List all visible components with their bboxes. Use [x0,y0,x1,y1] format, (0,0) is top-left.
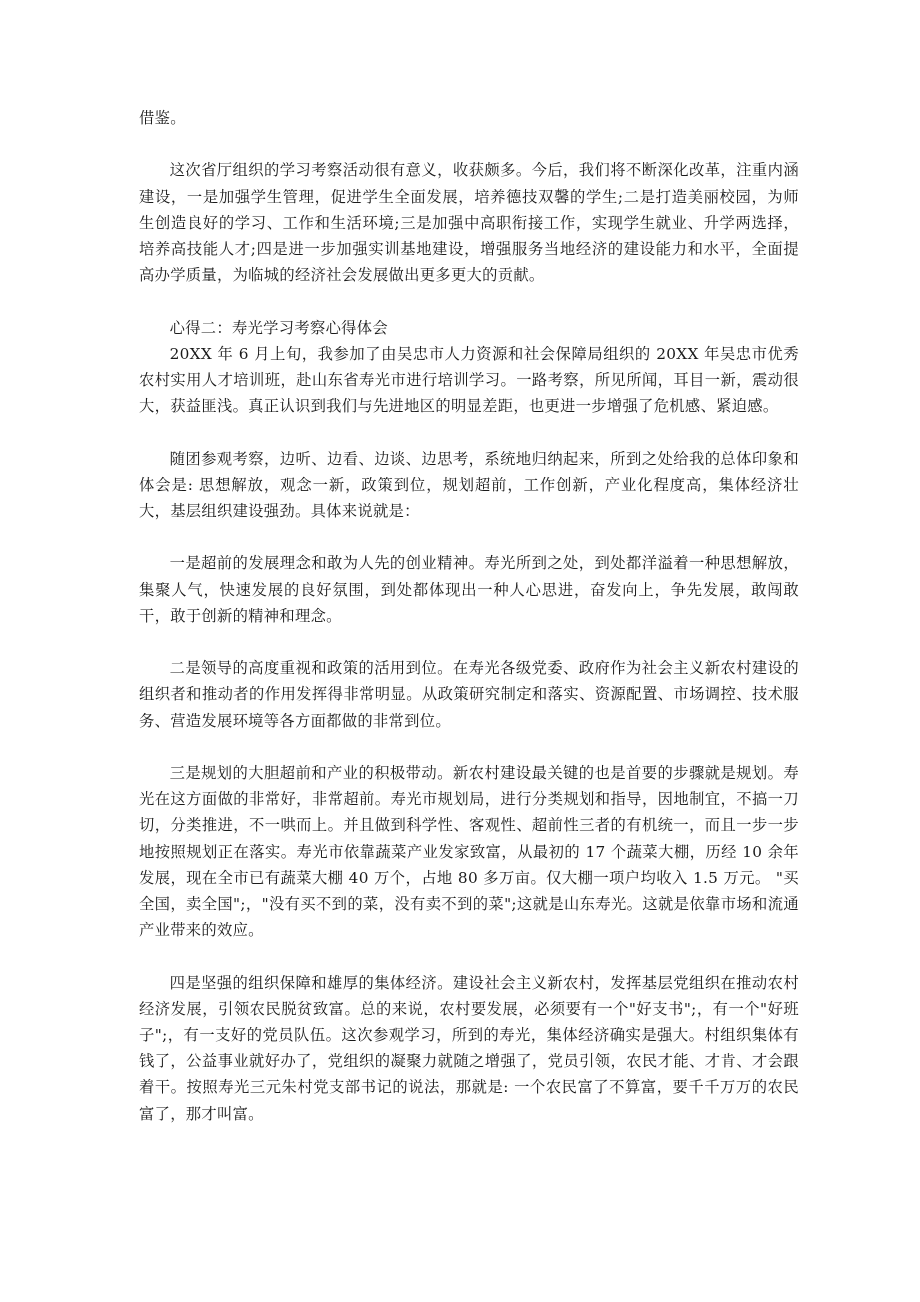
section-heading-shouguang: 心得二：寿光学习考察心得体会 [169,318,388,337]
paragraph-gap [139,943,799,969]
paragraph-gap [139,524,799,550]
paragraph-point-three: 三是规划的大胆超前和产业的积极带动。新农村建设最关键的也是首要的步骤就是规划。寿光在这方面做的非常好，非常超前。寿光市规划局，进行分类规划和指导，因地制宜，不搞一刀切，分类推进，不一哄而上。并且做到科学性、客观性、超前性三者的有机统一，而且一步一步地按照规划正在落实。寿光市依靠蔬菜产业发家致富，从最初的 17 个蔬菜大棚，历经 10 余年发展，现在全市已有蔬菜大棚 40 万个，占地 80 多万亩。仅大棚一项户均收入 1.5 万元。 "买全国，卖全国";，"没有买不到的菜，没有卖不到的菜";这就是山东寿光。这就是依靠市场和流通产业带来的效应。 [139,763,799,940]
paragraph-gap [139,131,799,157]
paragraph-gap [139,288,799,314]
paragraph-point-one: 一是超前的发展理念和敢为人先的创业精神。寿光所到之处，到处都洋溢着一种思想解放，集聚人气，快速发展的良好氛围，到处都体现出一种人心思进，奋发向上，争先发展，敢闯敢干，敢于创新的精神和理念。 [139,554,799,625]
paragraph-continuation: 借鉴。 [139,109,186,127]
document-body [139,105,799,1127]
paragraph-point-two: 二是领导的高度重视和政策的活用到位。在寿光各级党委、政府作为社会主义新农村建设的组织者和推动者的作用发挥得非常明显。从政策研究制定和落实、资源配置、市场调控、技术服务、营造发展环境等各方面都做的非常到位。 [139,659,799,730]
paragraph-gap [139,734,799,760]
paragraph-gap [139,419,799,445]
paragraph-overall-impression: 随团参观考察，边听、边看、边谈、边思考，系统地归纳起来，所到之处给我的总体印象和体会是: 思想解放，观念一新，政策到位，规划超前，工作创新，产业化程度高，集体经济壮大，基层组织建设强劲。具体来说就是： [139,449,799,520]
paragraph-training-intro: 20XX 年 6 月上旬，我参加了由吴忠市人力资源和社会保障局组织的 20XX 年吴忠市优秀农村实用人才培训班，赴山东省寿光市进行培训学习。一路考察，所见所闻，耳目一新，震动很大，获益匪浅。真正认识到我们与先进地区的明显差距，也更进一步增强了危机感、紧迫感。 [139,344,799,416]
paragraph-gap [139,629,799,655]
paragraph-point-four: 四是坚强的组织保障和雄厚的集体经济。建设社会主义新农村，发挥基层党组织在推动农村经济发展，引领农民脱贫致富。总的来说，农村要发展，必须要有一个"好支书";，有一个"好班子";，有一支好的党员队伍。这次参观学习，所到的寿光，集体经济确实是强大。村组织集体有钱了，公益事业就好办了，党组织的凝聚力就随之增强了，党员引领，农民才能、才肯、才会跟着干。按照寿光三元朱村党支部书记的说法，那就是: 一个农民富了不算富，要千千万万的农民富了，那才叫富。 [139,973,799,1123]
paragraph-reform-plans: 这次省厅组织的学习考察活动很有意义，收获颇多。今后，我们将不断深化改革，注重内涵建设，一是加强学生管理，促进学生全面发展，培养德技双馨的学生;二是打造美丽校园，为师生创造良好的学习、工作和生活环境;三是加强中高职衔接工作，实现学生就业、升学两选择，培养高技能人才;四是进一步加强实训基地建设，增强服务当地经济的建设能力和水平，全面提高办学质量，为临城的经济社会发展做出更多更大的贡献。 [139,161,799,285]
